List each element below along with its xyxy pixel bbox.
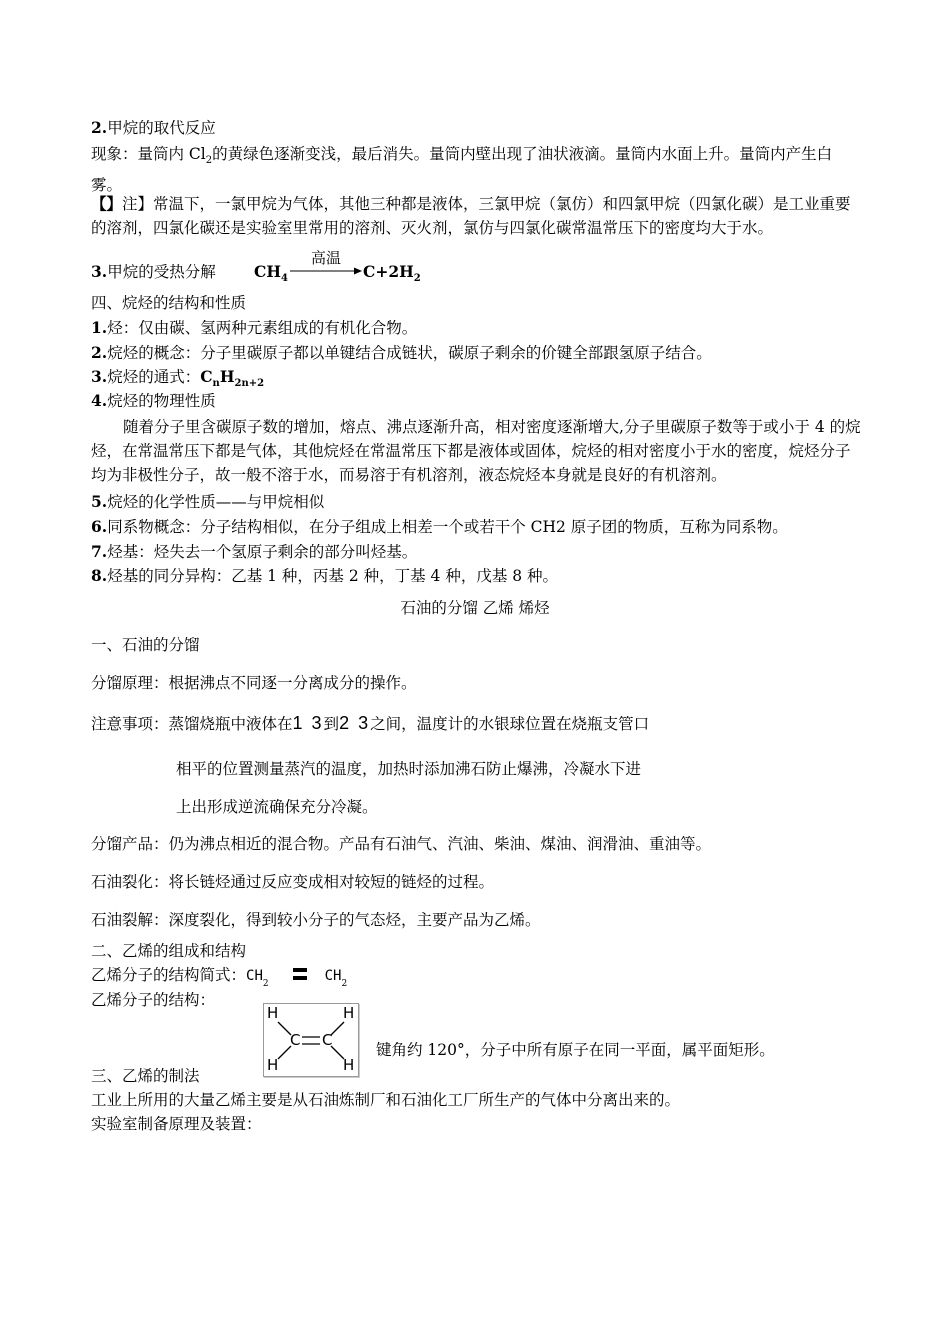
fraction-one-third: 1 3 xyxy=(292,713,324,733)
simple-formula-label: 乙烯分子的结构简式： xyxy=(91,966,247,984)
phenomenon-text-b: 的黄绿色逐渐变浅，最后消失。量筒内壁出现了油状液滴。量筒内水面上升。量筒内产生白雾。 xyxy=(91,145,833,194)
formula-c: C xyxy=(200,367,213,386)
note-mark: 【】 xyxy=(91,194,123,213)
item-8 xyxy=(91,566,558,586)
formula-h: H xyxy=(219,367,235,386)
reactant-subscript: 4 xyxy=(280,273,288,284)
oil-heading: 一、石油的分馏 xyxy=(91,636,200,654)
formula-2n2: 2n+2 xyxy=(234,378,265,389)
item-5 xyxy=(91,492,324,512)
product-subscript: 2 xyxy=(413,273,421,284)
lab-preparation: 实验室制备原理及装置： xyxy=(91,1115,262,1133)
distillation-products: 分馏产品：仍为沸点相近的混合物。产品有石油气、汽油、柴油、煤油、润滑油、重油等。 xyxy=(91,835,712,853)
part4-heading: 四、烷烃的结构和性质 xyxy=(91,294,247,312)
note-text: 注】常温下，一氯甲烷为气体，其他三种都是液体，三氯甲烷（氯仿）和四氯甲烷（四氯化碳）是工业重要的溶剂，四氯化碳还是实验室里常用的溶剂、灭火剂，氯仿与四氯化碳常温常压下的密度均大于水。 xyxy=(91,195,851,237)
ch2-right-subscript: 2 xyxy=(341,979,348,989)
distillation-notes xyxy=(91,713,649,734)
item-7-text: 烃基：烃失去一个氢原子剩余的部分叫烃基。 xyxy=(107,543,418,561)
ethylene-structure-diagram xyxy=(263,1003,359,1077)
industrial-production: 工业上所用的大量乙烯主要是从石油炼制厂和石油化工厂所生产的气体中分离出来的。 xyxy=(91,1091,681,1109)
s3-title: 甲烷的受热分解 xyxy=(107,263,216,281)
item-3 xyxy=(91,367,264,394)
oil-pyrolysis: 石油裂解：深度裂化，得到较小分子的气态烃，主要产品为乙烯。 xyxy=(91,911,541,929)
distillation-notes-line-3: 上出形成逆流确保充分冷凝。 xyxy=(176,798,378,816)
product: C+2H xyxy=(363,262,414,281)
notes-text-a: 注意事项：蒸馏烧瓶中液体在 xyxy=(91,715,293,733)
prep-heading: 三、乙烯的制法 xyxy=(91,1067,200,1085)
double-bond-symbol xyxy=(293,966,309,982)
ch2-left-subscript: 2 xyxy=(262,979,269,989)
s2-note xyxy=(91,192,861,240)
ch2-left: CH xyxy=(246,968,263,984)
item-6-text: 同系物概念：分子结构相似，在分子组成上相差一个或若干个 CH2 原子团的物质，互称为同系物。 xyxy=(107,518,788,536)
s2-heading xyxy=(91,118,216,138)
distillation-principle: 分馏原理：根据沸点不同逐一分离成分的操作。 xyxy=(91,674,417,692)
item-4-num: 4. xyxy=(91,391,108,410)
item-4 xyxy=(91,391,216,411)
s2-num: 2. xyxy=(91,118,108,137)
reactant: CH xyxy=(254,262,281,281)
atom-h-bottom-right: H xyxy=(343,1056,355,1074)
s2-title: 甲烷的取代反应 xyxy=(107,119,216,137)
item-2-num: 2. xyxy=(91,343,108,362)
chapter-title: 石油的分馏 乙烯 烯烃 xyxy=(400,599,550,617)
notes-text-b: 到 xyxy=(323,715,340,733)
item-8-num: 8. xyxy=(91,566,108,585)
s3-num: 3. xyxy=(91,262,108,281)
atom-h-top-left: H xyxy=(267,1004,279,1022)
fraction-two-thirds: 2 3 xyxy=(339,713,371,733)
reaction-condition: 高温 xyxy=(310,249,341,267)
item-1-text: 烃：仅由碳、氢两种元素组成的有机化合物。 xyxy=(107,319,418,337)
reaction-product xyxy=(363,262,421,289)
bond-angle-description: 键角约 120°，分子中所有原子在同一平面，属平面矩形。 xyxy=(376,1041,775,1059)
item-6-num: 6. xyxy=(91,517,108,536)
s2-phenomenon xyxy=(91,142,861,197)
atom-h-bottom-left: H xyxy=(267,1056,279,1074)
item-1 xyxy=(91,318,417,338)
phenomenon-text-a: 现象：量筒内 Cl xyxy=(91,145,206,163)
item-3-text: 烷烃的通式： xyxy=(107,368,201,386)
atom-c-left: C xyxy=(290,1031,301,1049)
item-5-text: 烷烃的化学性质——与甲烷相似 xyxy=(107,493,325,511)
decomposition-equation xyxy=(254,262,288,289)
item-7 xyxy=(91,542,417,562)
atom-h-top-right: H xyxy=(343,1004,355,1022)
distillation-notes-line-2: 相平的位置测量蒸汽的温度，加热时添加沸石防止爆沸，冷凝水下进 xyxy=(176,760,642,778)
item-1-num: 1. xyxy=(91,318,108,337)
item-2 xyxy=(91,343,712,363)
ethylene-structure-label: 乙烯分子的结构： xyxy=(91,991,216,1009)
cl2-subscript: 2 xyxy=(205,155,213,166)
formula-n: n xyxy=(212,378,220,389)
oil-cracking: 石油裂化：将长链烃通过反应变成相对较短的链烃的过程。 xyxy=(91,873,495,891)
item-2-text: 烷烃的概念：分子里碳原子都以单键结合成链状，碳原子剩余的价键全部跟氢原子结合。 xyxy=(107,344,712,362)
ethylene-heading: 二、乙烯的组成和结构 xyxy=(91,942,247,960)
item-4-paragraph: 随着分子里含碳原子数的增加，熔点、沸点逐渐升高，相对密度逐渐增大,分子里碳原子数等于或小于 4 的烷烃，在常温常压下都是气体，其他烷烃在常温常压下都是液体或固体，烷烃的相对密度小于水的密度，烷烃分子均为非极性分子，故一般不溶于水，而易溶于有机溶剂，液态烷烃本身就是良好的有机溶剂。 xyxy=(91,418,861,484)
reaction-arrow xyxy=(290,266,362,276)
item-6 xyxy=(91,517,788,537)
item-5-num: 5. xyxy=(91,492,108,511)
item-8-text: 烃基的同分异构：乙基 1 种，丙基 2 种，丁基 4 种，戊基 8 种。 xyxy=(107,567,559,585)
atom-c-right: C xyxy=(322,1031,333,1049)
notes-text-c: 之间，温度计的水银球位置在烧瓶支管口 xyxy=(370,715,650,733)
item-7-num: 7. xyxy=(91,542,108,561)
item-3-num: 3. xyxy=(91,367,108,386)
ch2-right: CH xyxy=(324,968,342,984)
s3-heading xyxy=(91,262,216,282)
item-4-text: 烷烃的物理性质 xyxy=(107,392,216,410)
